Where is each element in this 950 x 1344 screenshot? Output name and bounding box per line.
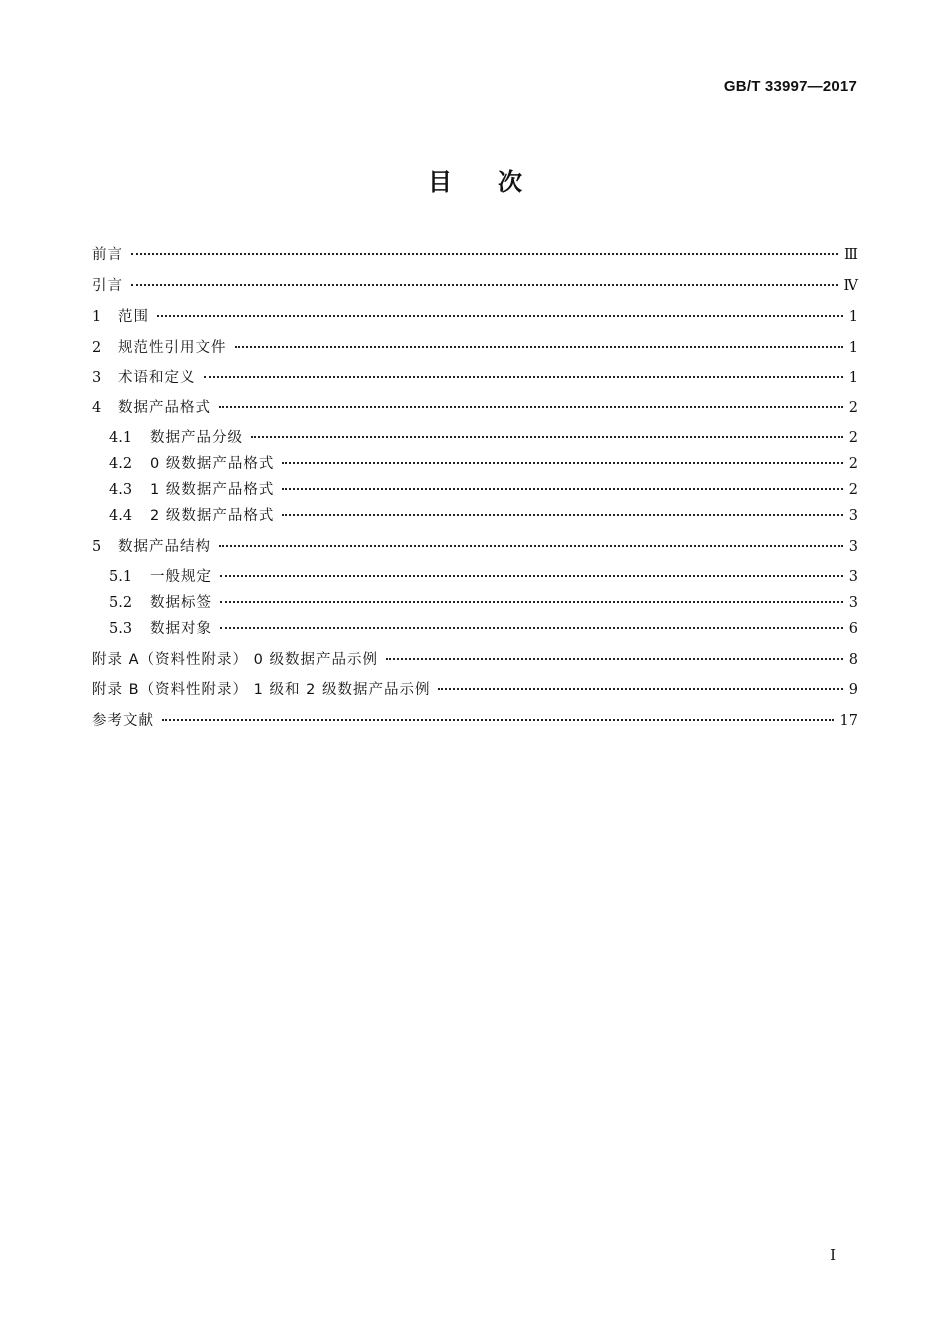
toc-entry[interactable] — [109, 591, 858, 615]
toc-entry-label: 术语和定义 — [118, 370, 196, 386]
toc-leader-dots — [282, 514, 842, 516]
toc-entry-label: 数据产品结构 — [118, 539, 211, 555]
toc-entry[interactable] — [92, 274, 858, 298]
toc-entry-label: 引言 — [92, 278, 123, 294]
toc-entry-label: 数据产品分级 — [150, 430, 243, 446]
toc-entry-label: 数据对象 — [150, 621, 212, 637]
toc-entry-page: 17 — [839, 713, 858, 729]
toc-entry-number: 4.4 — [109, 508, 133, 524]
toc-entry[interactable] — [109, 617, 858, 641]
toc-entry-number: 5.1 — [109, 569, 133, 585]
toc-entry[interactable] — [92, 709, 858, 733]
toc-entry-label: 参考文献 — [92, 713, 154, 729]
toc-entry-number: 4 — [92, 400, 102, 416]
toc-leader-dots — [219, 545, 843, 547]
toc-entry-number: 3 — [92, 370, 102, 386]
toc-entry-page: 3 — [848, 569, 858, 585]
toc-leader-dots — [282, 462, 842, 464]
toc-entry[interactable] — [92, 243, 858, 267]
toc-entry-page: 1 — [848, 309, 858, 325]
page-number: I — [830, 1246, 836, 1264]
toc-entry[interactable] — [92, 396, 858, 420]
toc-entry[interactable] — [92, 648, 858, 672]
toc-entry-label: 前言 — [92, 247, 123, 263]
toc-entry[interactable] — [92, 336, 858, 360]
toc-leader-dots — [220, 601, 843, 603]
toc-entry-label: 范围 — [118, 309, 149, 325]
toc-title: 目次 — [428, 168, 568, 196]
toc-leader-dots — [162, 719, 834, 721]
toc-entry-label: 数据产品格式 — [118, 400, 211, 416]
toc-entry-page: 9 — [848, 682, 858, 698]
toc-leader-dots — [131, 253, 838, 255]
toc-entry-page: 3 — [848, 539, 858, 555]
toc-entry-page: 3 — [848, 595, 858, 611]
toc-leader-dots — [157, 315, 843, 317]
toc-entry-page: 6 — [848, 621, 858, 637]
toc-entry-number: 4.3 — [109, 482, 133, 498]
toc-entry-number: 4.2 — [109, 456, 133, 472]
toc-leader-dots — [204, 376, 843, 378]
toc-entry-page: Ⅳ — [843, 278, 858, 294]
toc-entry[interactable] — [109, 504, 858, 528]
toc-entry[interactable] — [92, 305, 858, 329]
toc-entry-page: 2 — [848, 430, 858, 446]
document-code: GB/T 33997—2017 — [723, 78, 857, 95]
toc-entry-label: 1 级数据产品格式 — [150, 482, 275, 498]
toc-entry-label: 一般规定 — [150, 569, 212, 585]
toc-entry-label: 数据标签 — [150, 595, 212, 611]
toc-entry[interactable] — [109, 426, 858, 450]
toc-entry-page: 2 — [848, 400, 858, 416]
toc-entry-number: 2 — [92, 340, 102, 356]
toc-entry-label: 0 级数据产品格式 — [150, 456, 275, 472]
toc-leader-dots — [131, 284, 838, 286]
toc-entry-page: 3 — [848, 508, 858, 524]
toc-entry-number: 5 — [92, 539, 102, 555]
toc-entry[interactable] — [109, 478, 858, 502]
toc-entry-page: 2 — [848, 482, 858, 498]
toc-entry-label: 附录 B（资料性附录） 1 级和 2 级数据产品示例 — [92, 682, 431, 698]
toc-leader-dots — [219, 406, 843, 408]
toc-entry-page: Ⅲ — [844, 247, 858, 263]
toc-entry-page: 1 — [848, 370, 858, 386]
toc-leader-dots — [251, 436, 843, 438]
toc-leader-dots — [386, 658, 843, 660]
toc-entry-label: 规范性引用文件 — [118, 340, 227, 356]
toc-leader-dots — [438, 688, 842, 690]
toc-leader-dots — [235, 346, 843, 348]
toc-entry-label: 附录 A（资料性附录） 0 级数据产品示例 — [92, 652, 378, 668]
toc-entry[interactable] — [92, 535, 858, 559]
toc-entry[interactable] — [92, 678, 858, 702]
toc-leader-dots — [220, 627, 843, 629]
toc-entry-page: 8 — [848, 652, 858, 668]
toc-entry-page: 1 — [848, 340, 858, 356]
toc-entry-label: 2 级数据产品格式 — [150, 508, 275, 524]
toc-leader-dots — [220, 575, 843, 577]
toc-entry-number: 5.3 — [109, 621, 133, 637]
toc-entry[interactable] — [109, 565, 858, 589]
toc-leader-dots — [282, 488, 842, 490]
toc-entry-page: 2 — [848, 456, 858, 472]
toc-entry[interactable] — [92, 366, 858, 390]
toc-entry[interactable] — [109, 452, 858, 476]
toc-entry-number: 1 — [92, 309, 102, 325]
toc-entry-number: 4.1 — [109, 430, 133, 446]
toc-entry-number: 5.2 — [109, 595, 133, 611]
